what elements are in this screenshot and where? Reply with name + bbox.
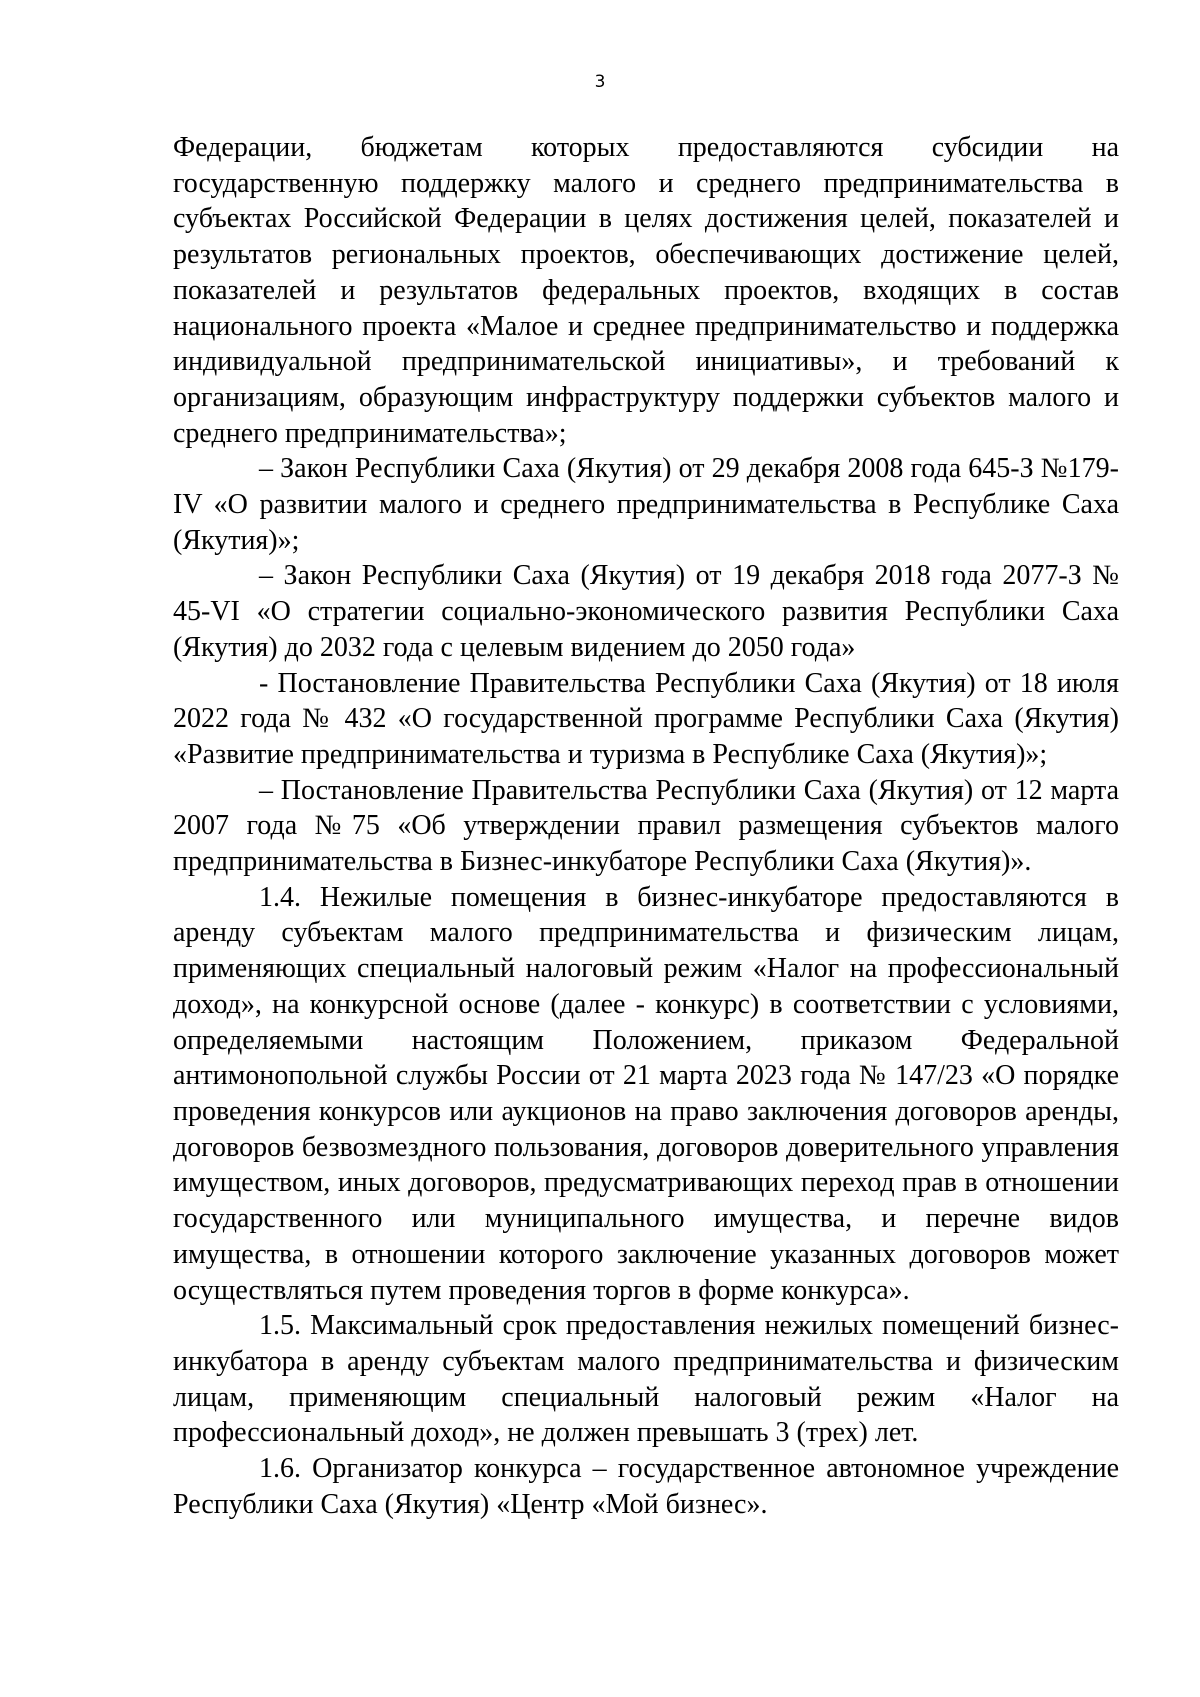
paragraph-1-5: 1.5. Максимальный срок предоставления нежилых помещений бизнес-инкубатора в аренду субъектам малого предпринимательства и физическим лицам, применяющим специальный налоговый режим «Налог на профессиональный доход», не должен превышать 3 (трех) лет. — [173, 1310, 1119, 1449]
paragraph-law-2018: – Закон Республики Саха (Якутия) от 19 декабря 2018 года 2077-З № 45-VI «О стратегии социально-экономического развития Республики Саха (Якутия) до 2032 года с целевым видением до 2050 года» — [173, 560, 1119, 663]
document-body — [173, 130, 1119, 1522]
paragraph-law-2008: – Закон Республики Саха (Якутия) от 29 декабря 2008 года 645-З №179-IV «О развитии малого и среднего предпринимательства в Республике Саха (Якутия)»; — [173, 453, 1119, 556]
paragraph-continuation: Федерации, бюджетам которых предоставляются субсидии на государственную поддержку малого и среднего предпринимательства в субъектах Российской Федерации в целях достижения целей, показателей и результатов региональных проектов, обеспечивающих достижение целей, показателей и результатов федеральных проектов, входящих в состав национального проекта «Малое и среднее предпринимательство и поддержка индивидуальной предпринимательской инициативы», и требований к организациям, образующим инфраструктуру поддержки субъектов малого и среднего предпринимательства»; — [173, 132, 1119, 449]
paragraph-resolution-2022: - Постановление Правительства Республики Саха (Якутия) от 18 июля 2022 года № 432 «О государственной программе Республики Саха (Якутия) «Развитие предпринимательства и туризма в Республике Саха (Якутия)»; — [173, 667, 1119, 770]
paragraph-resolution-2007: – Постановление Правительства Республики Саха (Якутия) от 12 марта 2007 года №75 «Об утверждении правил размещения субъектов малого предпринимательства в Бизнес-инкубаторе Республики Саха (Якутия)». — [173, 774, 1119, 878]
paragraph-1-4: 1.4. Нежилые помещения в бизнес-инкубаторе предоставляются в аренду субъектам малого предпринимательства и физическим лицам, применяющих специальный налоговый режим «Налог на профессиональный доход», на конкурсной основе (далее - конкурс) в соответствии с условиями, определяемыми настоящим Положением, приказом Федеральной антимонопольной службы России от 21 марта 2023 года № 147/23 «О порядке проведения конкурсов или аукционов на право заключения договоров аренды, договоров безвозмездного пользования, договоров доверительного управления имуществом, иных договоров, предусматривающих переход прав в отношении государственного или муниципального имущества, и перечне видов имущества, в отношении которого заключение указанных договоров может осуществляться путем проведения торгов в форме конкурса». — [173, 881, 1119, 1306]
page-number: 3 — [594, 72, 606, 92]
paragraph-1-6: 1.6. Организатор конкурса – государственное автономное учреждение Республики Саха (Якутия) «Центр «Мой бизнес». — [173, 1453, 1119, 1520]
